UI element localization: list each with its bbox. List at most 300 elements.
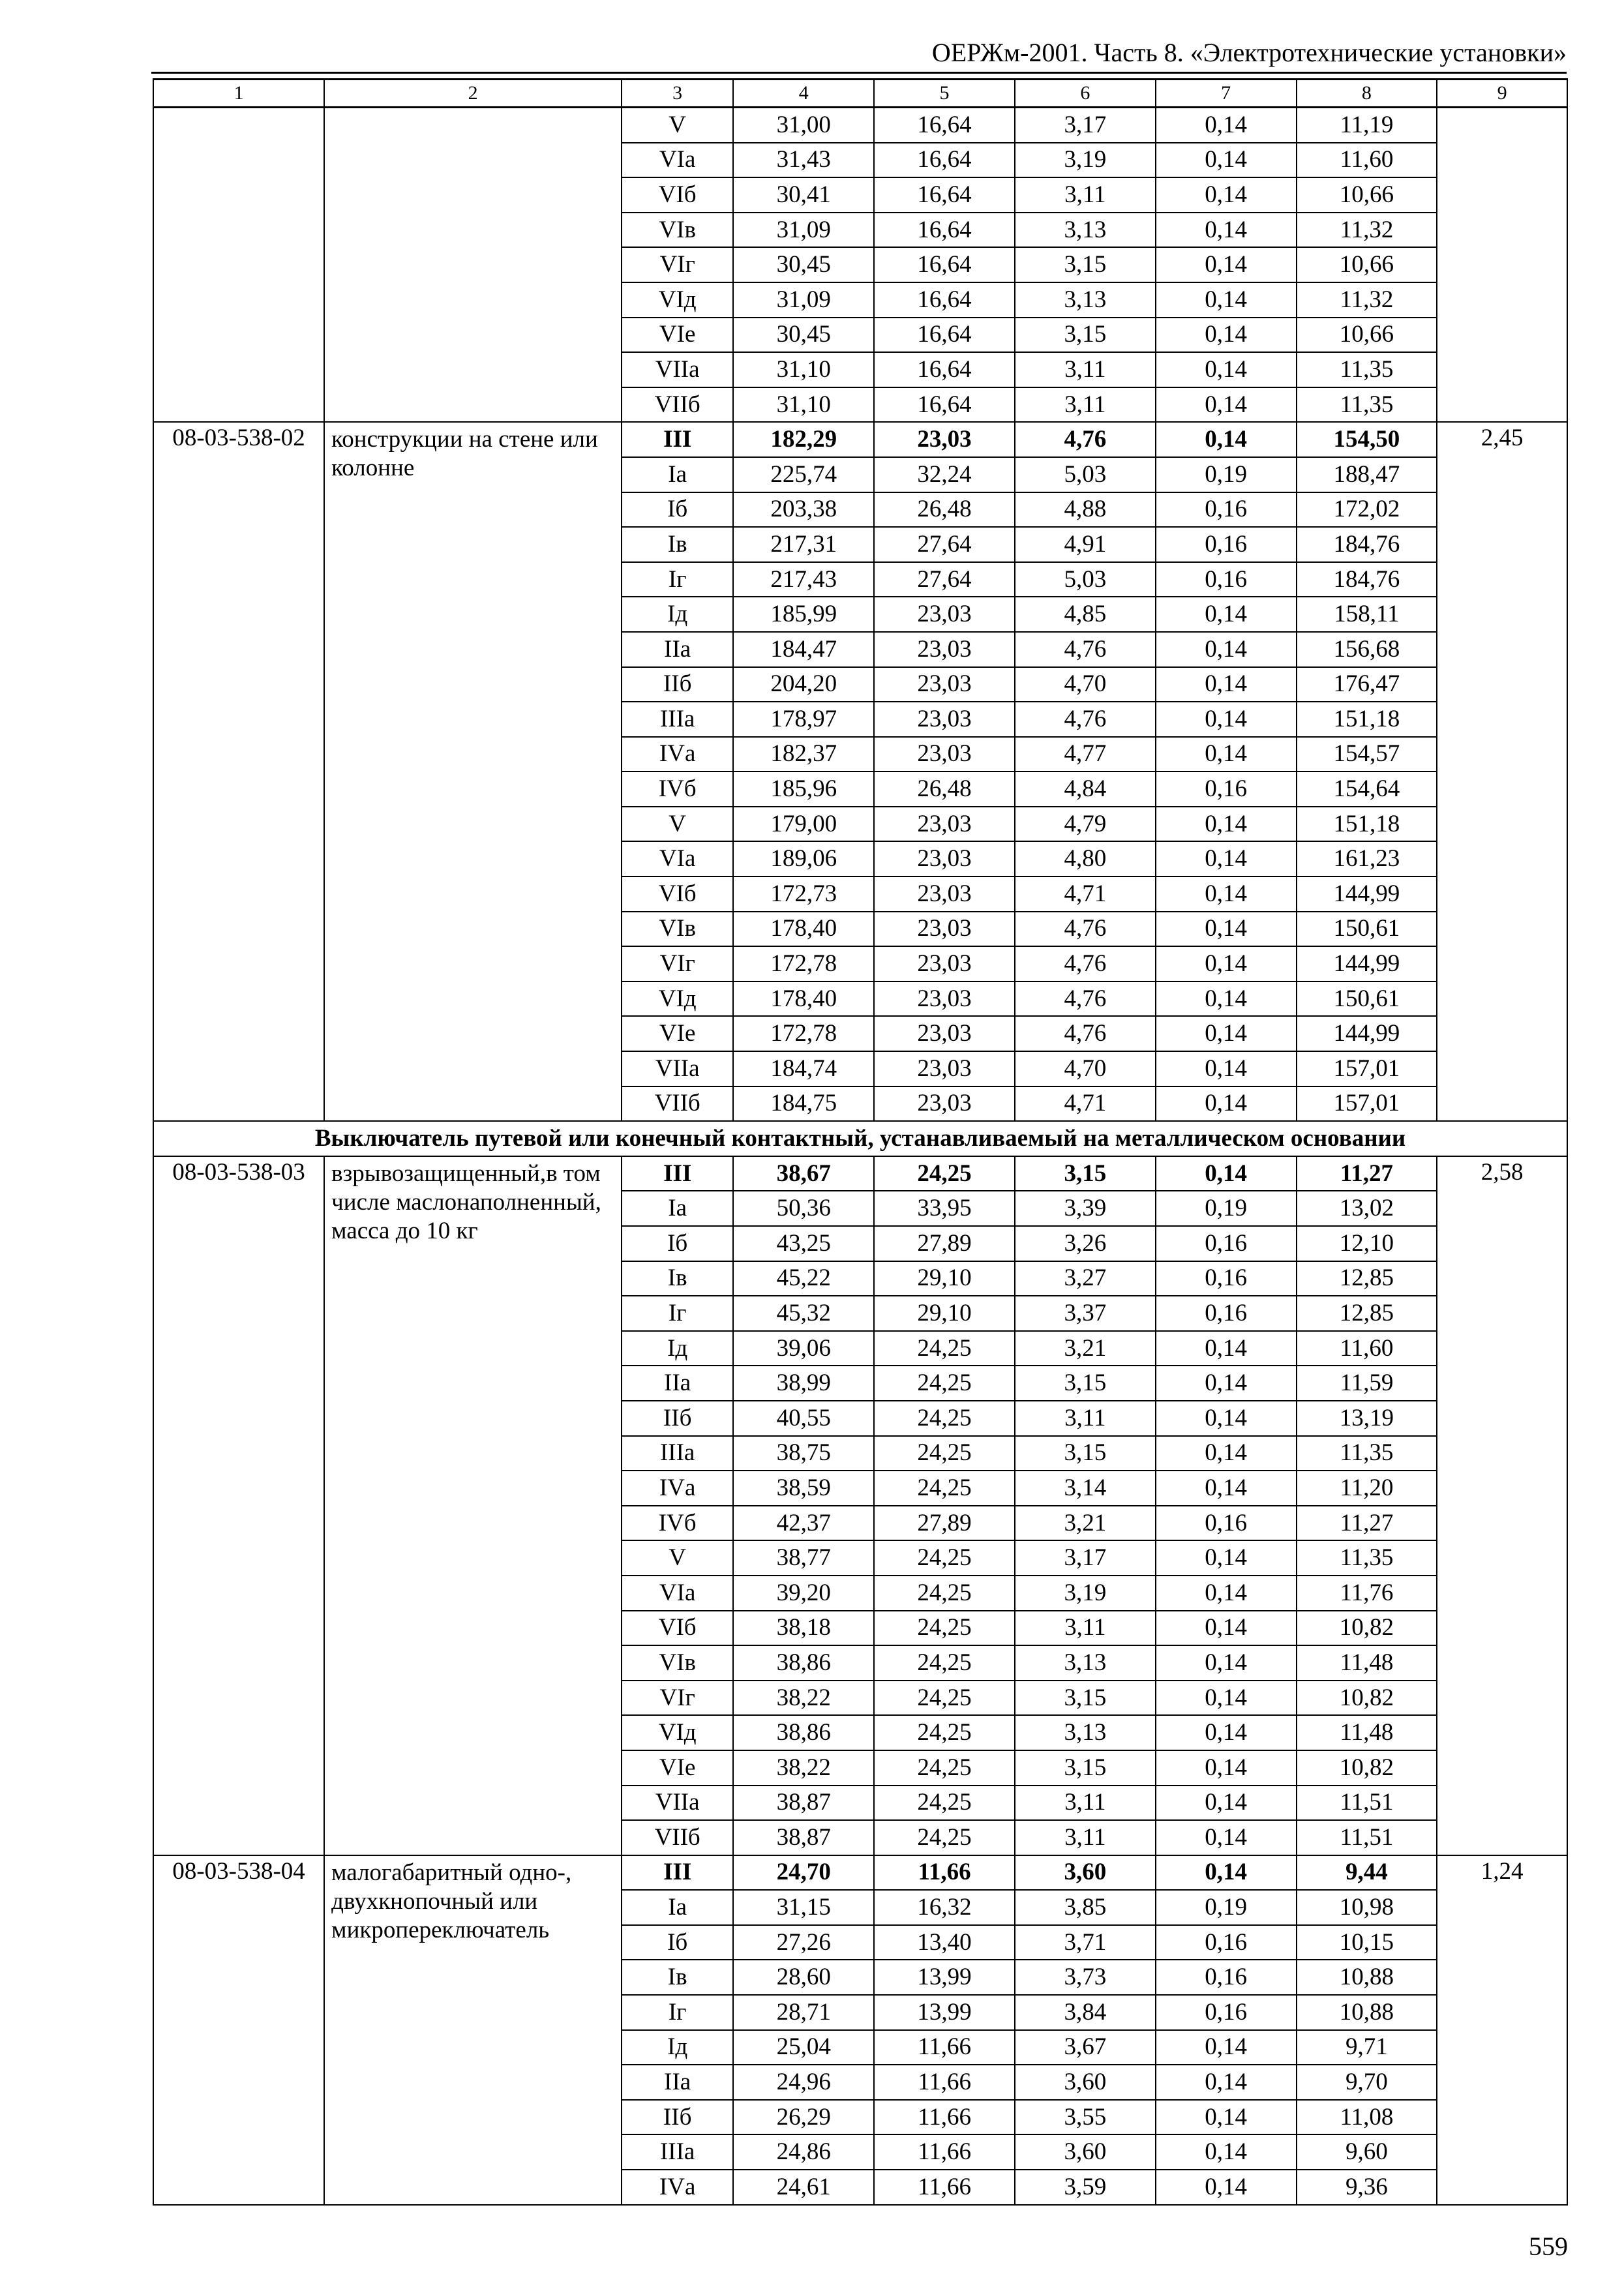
value-cell: 10,88 (1297, 1995, 1437, 2030)
value-cell: 3,11 (1015, 177, 1156, 213)
value-cell: 0,14 (1156, 1366, 1297, 1401)
value-cell: 24,25 (874, 1750, 1015, 1786)
column-number: 1 (153, 80, 324, 108)
value-cell: 26,29 (733, 2100, 874, 2135)
value-cell: 12,85 (1297, 1296, 1437, 1331)
value-cell: 0,14 (1156, 1156, 1297, 1191)
col9-value: 2,58 (1437, 1156, 1567, 1855)
zone-cell: IIIа (622, 1436, 733, 1471)
value-cell: 16,64 (874, 143, 1015, 178)
value-cell: 185,99 (733, 597, 874, 632)
value-cell: 0,16 (1156, 1506, 1297, 1541)
value-cell: 30,41 (733, 177, 874, 213)
zone-cell: VIг (622, 1681, 733, 1716)
value-cell: 3,11 (1015, 1401, 1156, 1436)
value-cell: 0,16 (1156, 1960, 1297, 1995)
value-cell: 3,13 (1015, 1715, 1156, 1750)
value-cell: 11,48 (1297, 1715, 1437, 1750)
value-cell: 154,57 (1297, 737, 1437, 772)
value-cell: 0,14 (1156, 1681, 1297, 1716)
value-cell: 11,19 (1297, 108, 1437, 143)
value-cell: 0,14 (1156, 667, 1297, 702)
value-cell: 176,47 (1297, 667, 1437, 702)
value-cell: 11,60 (1297, 1331, 1437, 1366)
value-cell: 24,25 (874, 1436, 1015, 1471)
value-cell: 11,35 (1297, 1436, 1437, 1471)
value-cell: 0,16 (1156, 771, 1297, 807)
value-cell: 185,96 (733, 771, 874, 807)
value-cell: 0,14 (1156, 1016, 1297, 1051)
value-cell: 3,27 (1015, 1261, 1156, 1296)
value-cell: 182,37 (733, 737, 874, 772)
value-cell: 0,14 (1156, 1750, 1297, 1786)
zone-cell: IVа (622, 2170, 733, 2205)
value-cell: 4,70 (1015, 1051, 1156, 1086)
zone-cell: VIе (622, 1016, 733, 1051)
value-cell: 151,18 (1297, 807, 1437, 842)
value-cell: 4,76 (1015, 422, 1156, 457)
value-cell: 28,71 (733, 1995, 874, 2030)
value-cell: 3,11 (1015, 1820, 1156, 1855)
value-cell: 16,64 (874, 247, 1015, 282)
value-cell: 38,99 (733, 1366, 874, 1401)
zone-cell: VIIа (622, 1786, 733, 1821)
value-cell: 24,25 (874, 1366, 1015, 1401)
column-number: 2 (324, 80, 622, 108)
value-cell: 0,14 (1156, 946, 1297, 981)
value-cell: 16,64 (874, 177, 1015, 213)
column-number: 7 (1156, 80, 1297, 108)
value-cell: 38,22 (733, 1681, 874, 1716)
value-cell: 172,78 (733, 946, 874, 981)
value-cell: 3,15 (1015, 1436, 1156, 1471)
value-cell: 43,25 (733, 1226, 874, 1261)
value-cell: 184,75 (733, 1086, 874, 1122)
column-number: 8 (1297, 80, 1437, 108)
value-cell: 161,23 (1297, 841, 1437, 876)
value-cell: 3,11 (1015, 1786, 1156, 1821)
value-cell: 0,14 (1156, 841, 1297, 876)
zone-cell: IVб (622, 1506, 733, 1541)
value-cell: 3,15 (1015, 1366, 1156, 1401)
value-cell: 23,03 (874, 946, 1015, 981)
value-cell: 24,86 (733, 2134, 874, 2170)
value-cell: 13,40 (874, 1925, 1015, 1960)
value-cell: 217,31 (733, 527, 874, 562)
empty-cell (153, 108, 324, 423)
value-cell: 3,17 (1015, 108, 1156, 143)
value-cell: 31,10 (733, 352, 874, 387)
page-number: 559 (1529, 2232, 1568, 2261)
zone-cell: IIб (622, 667, 733, 702)
value-cell: 0,14 (1156, 387, 1297, 423)
value-cell: 9,70 (1297, 2065, 1437, 2100)
value-cell: 10,98 (1297, 1890, 1437, 1925)
zone-cell: Iа (622, 457, 733, 492)
value-cell: 13,19 (1297, 1401, 1437, 1436)
column-numbers-row (153, 80, 1567, 108)
value-cell: 3,21 (1015, 1506, 1156, 1541)
value-cell: 11,48 (1297, 1645, 1437, 1681)
zone-cell: IIа (622, 632, 733, 667)
value-cell: 0,19 (1156, 1890, 1297, 1925)
value-cell: 23,03 (874, 876, 1015, 912)
value-cell: 4,70 (1015, 667, 1156, 702)
value-cell: 0,16 (1156, 562, 1297, 597)
value-cell: 23,03 (874, 841, 1015, 876)
value-cell: 38,59 (733, 1471, 874, 1506)
value-cell: 0,14 (1156, 632, 1297, 667)
rate-code: 08-03-538-03 (153, 1156, 324, 1855)
value-cell: 3,11 (1015, 352, 1156, 387)
zone-cell: VIг (622, 946, 733, 981)
value-cell: 0,14 (1156, 1576, 1297, 1611)
value-cell: 23,03 (874, 667, 1015, 702)
value-cell: 3,84 (1015, 1995, 1156, 2030)
value-cell: 24,61 (733, 2170, 874, 2205)
value-cell: 178,40 (733, 912, 874, 947)
zone-cell: Iд (622, 1331, 733, 1366)
value-cell: 12,10 (1297, 1226, 1437, 1261)
value-cell: 23,03 (874, 632, 1015, 667)
value-cell: 11,66 (874, 2170, 1015, 2205)
value-cell: 11,59 (1297, 1366, 1437, 1401)
value-cell: 3,15 (1015, 1681, 1156, 1716)
value-cell: 178,97 (733, 702, 874, 737)
value-cell: 38,86 (733, 1715, 874, 1750)
value-cell: 3,15 (1015, 247, 1156, 282)
value-cell: 0,19 (1156, 1191, 1297, 1226)
value-cell: 184,76 (1297, 527, 1437, 562)
value-cell: 24,25 (874, 1786, 1015, 1821)
value-cell: 16,64 (874, 282, 1015, 318)
value-cell: 0,14 (1156, 1786, 1297, 1821)
zone-cell: VIа (622, 143, 733, 178)
zone-cell: V (622, 807, 733, 842)
zone-cell: IIа (622, 1366, 733, 1401)
value-cell: 24,25 (874, 1156, 1015, 1191)
value-cell: 0,14 (1156, 2134, 1297, 2170)
value-cell: 24,25 (874, 1715, 1015, 1750)
value-cell: 0,14 (1156, 1611, 1297, 1646)
value-cell: 0,14 (1156, 422, 1297, 457)
value-cell: 13,99 (874, 1960, 1015, 1995)
value-cell: 203,38 (733, 492, 874, 528)
value-cell: 10,15 (1297, 1925, 1437, 1960)
column-number: 6 (1015, 80, 1156, 108)
value-cell: 5,03 (1015, 457, 1156, 492)
value-cell: 179,00 (733, 807, 874, 842)
value-cell: 11,32 (1297, 213, 1437, 248)
value-cell: 11,27 (1297, 1156, 1437, 1191)
value-cell: 4,88 (1015, 492, 1156, 528)
value-cell: 31,43 (733, 143, 874, 178)
value-cell: 3,14 (1015, 1471, 1156, 1506)
value-cell: 172,02 (1297, 492, 1437, 528)
zone-cell: VIд (622, 1715, 733, 1750)
section-title: Выключатель путевой или конечный контактный, устанавливаемый на металлическом основании (153, 1121, 1567, 1156)
value-cell: 184,76 (1297, 562, 1437, 597)
zone-cell: VIд (622, 981, 733, 1017)
value-cell: 23,03 (874, 597, 1015, 632)
column-number: 9 (1437, 80, 1567, 108)
value-cell: 3,19 (1015, 1576, 1156, 1611)
value-cell: 3,39 (1015, 1191, 1156, 1226)
value-cell: 0,19 (1156, 457, 1297, 492)
value-cell: 3,13 (1015, 213, 1156, 248)
value-cell: 3,13 (1015, 282, 1156, 318)
value-cell: 0,14 (1156, 1540, 1297, 1576)
table-row (153, 422, 1567, 457)
value-cell: 3,60 (1015, 2065, 1156, 2100)
value-cell: 184,74 (733, 1051, 874, 1086)
value-cell: 5,03 (1015, 562, 1156, 597)
value-cell: 3,59 (1015, 2170, 1156, 2205)
zone-cell: VIа (622, 841, 733, 876)
value-cell: 10,82 (1297, 1681, 1437, 1716)
value-cell: 0,16 (1156, 1226, 1297, 1261)
value-cell: 27,89 (874, 1506, 1015, 1541)
zone-cell: IVа (622, 737, 733, 772)
value-cell: 11,76 (1297, 1576, 1437, 1611)
zone-cell: VIIб (622, 1086, 733, 1122)
value-cell: 38,75 (733, 1436, 874, 1471)
value-cell: 4,85 (1015, 597, 1156, 632)
value-cell: 0,14 (1156, 1401, 1297, 1436)
value-cell: 16,64 (874, 213, 1015, 248)
zone-cell: IIб (622, 2100, 733, 2135)
value-cell: 39,20 (733, 1576, 874, 1611)
work-name: взрывозащищенный,в том числе маслонаполненный, масса до 10 кг (324, 1156, 622, 1855)
zone-cell: VIв (622, 912, 733, 947)
value-cell: 3,11 (1015, 387, 1156, 423)
value-cell: 0,16 (1156, 1995, 1297, 2030)
zone-cell: III (622, 1156, 733, 1191)
value-cell: 0,14 (1156, 807, 1297, 842)
value-cell: 11,35 (1297, 1540, 1437, 1576)
value-cell: 24,25 (874, 1681, 1015, 1716)
table-row (153, 1156, 1567, 1191)
value-cell: 0,14 (1156, 213, 1297, 248)
zone-cell: Iв (622, 1261, 733, 1296)
zone-cell: IIIа (622, 702, 733, 737)
value-cell: 31,15 (733, 1890, 874, 1925)
value-cell: 0,14 (1156, 177, 1297, 213)
value-cell: 172,73 (733, 876, 874, 912)
value-cell: 31,10 (733, 387, 874, 423)
value-cell: 30,45 (733, 318, 874, 353)
zone-cell: Iв (622, 1960, 733, 1995)
value-cell: 158,11 (1297, 597, 1437, 632)
value-cell: 4,77 (1015, 737, 1156, 772)
value-cell: 0,14 (1156, 1051, 1297, 1086)
value-cell: 0,16 (1156, 1925, 1297, 1960)
value-cell: 0,14 (1156, 143, 1297, 178)
value-cell: 11,66 (874, 2134, 1015, 2170)
zone-cell: VIIа (622, 352, 733, 387)
value-cell: 24,25 (874, 1576, 1015, 1611)
value-cell: 11,35 (1297, 387, 1437, 423)
value-cell: 0,14 (1156, 282, 1297, 318)
value-cell: 0,14 (1156, 108, 1297, 143)
value-cell: 3,73 (1015, 1960, 1156, 1995)
zone-cell: Iг (622, 1995, 733, 2030)
work-name: конструкции на стене или колонне (324, 422, 622, 1121)
value-cell: 11,66 (874, 1855, 1015, 1891)
value-cell: 16,32 (874, 1890, 1015, 1925)
value-cell: 27,64 (874, 527, 1015, 562)
value-cell: 0,14 (1156, 1436, 1297, 1471)
table-row (153, 108, 1567, 143)
value-cell: 156,68 (1297, 632, 1437, 667)
value-cell: 11,35 (1297, 352, 1437, 387)
value-cell: 0,14 (1156, 1855, 1297, 1891)
zone-cell: Iа (622, 1890, 733, 1925)
value-cell: 40,55 (733, 1401, 874, 1436)
value-cell: 3,26 (1015, 1226, 1156, 1261)
value-cell: 154,64 (1297, 771, 1437, 807)
header-rule (151, 72, 1567, 74)
value-cell: 3,15 (1015, 318, 1156, 353)
zone-cell: IVб (622, 771, 733, 807)
value-cell: 38,18 (733, 1611, 874, 1646)
value-cell: 0,14 (1156, 1086, 1297, 1122)
value-cell: 26,48 (874, 492, 1015, 528)
value-cell: 23,03 (874, 1051, 1015, 1086)
value-cell: 39,06 (733, 1331, 874, 1366)
value-cell: 45,32 (733, 1296, 874, 1331)
value-cell: 225,74 (733, 457, 874, 492)
value-cell: 10,88 (1297, 1960, 1437, 1995)
value-cell: 150,61 (1297, 981, 1437, 1017)
value-cell: 31,00 (733, 108, 874, 143)
zone-cell: V (622, 1540, 733, 1576)
value-cell: 13,99 (874, 1995, 1015, 2030)
value-cell: 0,16 (1156, 1296, 1297, 1331)
value-cell: 0,14 (1156, 912, 1297, 947)
value-cell: 28,60 (733, 1960, 874, 1995)
value-cell: 10,82 (1297, 1750, 1437, 1786)
value-cell: 10,66 (1297, 318, 1437, 353)
value-cell: 144,99 (1297, 946, 1437, 981)
value-cell: 23,03 (874, 912, 1015, 947)
value-cell: 144,99 (1297, 876, 1437, 912)
value-cell: 3,37 (1015, 1296, 1156, 1331)
value-cell: 24,25 (874, 1645, 1015, 1681)
value-cell: 0,14 (1156, 2170, 1297, 2205)
value-cell: 4,80 (1015, 841, 1156, 876)
value-cell: 11,27 (1297, 1506, 1437, 1541)
zone-cell: V (622, 108, 733, 143)
value-cell: 0,14 (1156, 318, 1297, 353)
value-cell: 4,79 (1015, 807, 1156, 842)
zone-cell: Iд (622, 597, 733, 632)
value-cell: 38,87 (733, 1786, 874, 1821)
value-cell: 9,36 (1297, 2170, 1437, 2205)
value-cell: 38,77 (733, 1540, 874, 1576)
section-row (153, 1121, 1567, 1156)
empty-cell (324, 108, 622, 423)
value-cell: 11,08 (1297, 2100, 1437, 2135)
value-cell: 24,25 (874, 1471, 1015, 1506)
rates-table-body (153, 80, 1567, 2205)
value-cell: 4,76 (1015, 1016, 1156, 1051)
rates-table (153, 78, 1568, 2206)
value-cell: 3,60 (1015, 1855, 1156, 1891)
zone-cell: VIв (622, 1645, 733, 1681)
value-cell: 184,47 (733, 632, 874, 667)
value-cell: 27,89 (874, 1226, 1015, 1261)
zone-cell: IIб (622, 1401, 733, 1436)
value-cell: 3,13 (1015, 1645, 1156, 1681)
value-cell: 4,76 (1015, 632, 1156, 667)
value-cell: 45,22 (733, 1261, 874, 1296)
value-cell: 24,96 (733, 2065, 874, 2100)
value-cell: 0,14 (1156, 247, 1297, 282)
value-cell: 16,64 (874, 352, 1015, 387)
value-cell: 0,14 (1156, 352, 1297, 387)
zone-cell: VIг (622, 247, 733, 282)
value-cell: 11,51 (1297, 1786, 1437, 1821)
value-cell: 16,64 (874, 318, 1015, 353)
zone-cell: VIIа (622, 1051, 733, 1086)
value-cell: 25,04 (733, 2030, 874, 2065)
value-cell: 10,82 (1297, 1611, 1437, 1646)
table-row (153, 1855, 1567, 1891)
zone-cell: Iб (622, 1925, 733, 1960)
value-cell: 157,01 (1297, 1086, 1437, 1122)
value-cell: 50,36 (733, 1191, 874, 1226)
value-cell: 9,71 (1297, 2030, 1437, 2065)
value-cell: 24,25 (874, 1611, 1015, 1646)
zone-cell: IIа (622, 2065, 733, 2100)
value-cell: 151,18 (1297, 702, 1437, 737)
zone-cell: VIб (622, 177, 733, 213)
zone-cell: VIд (622, 282, 733, 318)
rate-code: 08-03-538-02 (153, 422, 324, 1121)
value-cell: 38,87 (733, 1820, 874, 1855)
value-cell: 32,24 (874, 457, 1015, 492)
value-cell: 11,66 (874, 2030, 1015, 2065)
zone-cell: Iв (622, 527, 733, 562)
value-cell: 11,51 (1297, 1820, 1437, 1855)
value-cell: 0,14 (1156, 1715, 1297, 1750)
col9-value: 1,24 (1437, 1855, 1567, 2205)
value-cell: 150,61 (1297, 912, 1437, 947)
value-cell: 0,14 (1156, 2030, 1297, 2065)
value-cell: 24,25 (874, 1401, 1015, 1436)
value-cell: 12,85 (1297, 1261, 1437, 1296)
value-cell: 0,14 (1156, 2100, 1297, 2135)
value-cell: 24,25 (874, 1331, 1015, 1366)
value-cell: 4,76 (1015, 981, 1156, 1017)
zone-cell: III (622, 422, 733, 457)
zone-cell: VIе (622, 318, 733, 353)
value-cell: 0,14 (1156, 597, 1297, 632)
value-cell: 10,66 (1297, 247, 1437, 282)
value-cell: 178,40 (733, 981, 874, 1017)
zone-cell: VIа (622, 1576, 733, 1611)
value-cell: 0,16 (1156, 1261, 1297, 1296)
value-cell: 30,45 (733, 247, 874, 282)
value-cell: 29,10 (874, 1261, 1015, 1296)
zone-cell: VIе (622, 1750, 733, 1786)
zone-cell: Iб (622, 492, 733, 528)
value-cell: 4,84 (1015, 771, 1156, 807)
value-cell: 16,64 (874, 108, 1015, 143)
value-cell: 11,66 (874, 2100, 1015, 2135)
value-cell: 3,15 (1015, 1156, 1156, 1191)
